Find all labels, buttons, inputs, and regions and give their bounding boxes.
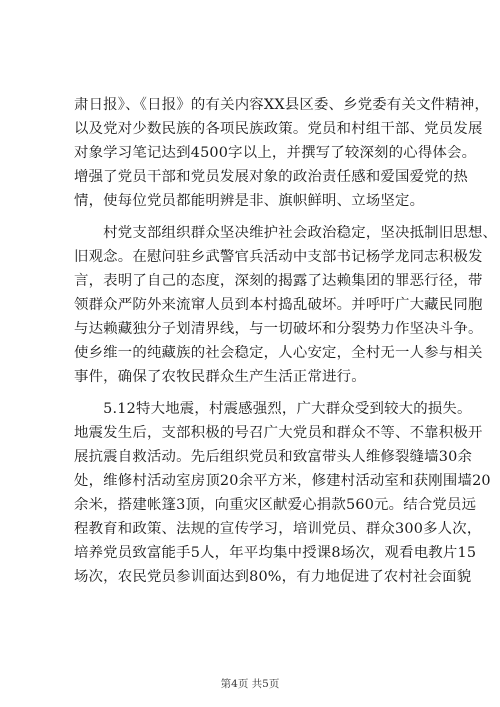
text-line: 余米，搭建帐篷3顶，向重灾区献爱心捐款560元。结合党员远 xyxy=(74,497,477,513)
text-line: 场次，农民党员参训面达到80%，有力地促进了农村社会面貌 xyxy=(74,569,472,585)
text-line: 培养党员致富能手5人，年平均集中授课8场次，观看电教片15 xyxy=(74,545,477,561)
text-line: 情，使每位党员都能明辨是非、旗帜鲜明、立场坚定。 xyxy=(74,193,425,209)
text-line: 领群众严防外来流窜人员到本村捣乱破坏。并呼吁广大藏民同胞 xyxy=(74,297,483,313)
text-line: 增强了党员干部和党员发展对象的政治责任感和爱国爱党的热 xyxy=(74,169,468,185)
text-line: 展抗震自救活动。先后组织党员和致富带头人维修裂缝墙30余 xyxy=(74,449,473,465)
text-line: 处，维修村活动室房顶20余平方米，修建村活动室和获刚围墙20 xyxy=(74,473,491,489)
text-line: 事件，确保了农牧民群众生产生活正常进行。 xyxy=(74,369,366,385)
text-line: 5.12特大地震，村震感强烈，广大群众受到较大的损失。 xyxy=(74,401,472,417)
text-line: 使乡维一的纯藏族的社会稳定，人心安定，全村无一人参与相关 xyxy=(74,345,483,361)
text-line: 言，表明了自己的态度，深刻的揭露了达赖集团的罪恶行径，带 xyxy=(74,273,483,289)
paragraph-1 xyxy=(74,93,490,213)
text-line: 旧观念。在慰问驻乡武警官兵活动中支部书记杨学龙同志积极发 xyxy=(74,249,483,265)
text-line: 对象学习笔记达到4500字以上，并撰写了较深刻的心得体会。 xyxy=(74,145,477,161)
text-line: 肃日报》、《日报》的有关内容XX县区委、乡党委有关文件精神， xyxy=(74,97,490,113)
page-number-footer: 第4页 共5页 xyxy=(220,678,280,690)
paragraph-spacer xyxy=(74,213,454,221)
paragraph-2 xyxy=(74,221,498,389)
text-line: 地震发生后，支部积极的号召广大党员和群众不等、不靠积极开 xyxy=(74,425,483,441)
paragraph-spacer xyxy=(74,389,454,397)
text-line: 以及党对少数民族的各项民族政策。党员和村组干部、党员发展 xyxy=(74,121,483,137)
document-body xyxy=(74,93,498,589)
text-line: 程教育和政策、法规的宣传学习，培训党员、群众300多人次， xyxy=(74,521,482,537)
paragraph-3 xyxy=(74,397,491,589)
text-line: 村党支部组织群众坚决维护社会政治稳定，坚决抵制旧思想、 xyxy=(74,225,498,241)
text-line: 与达赖藏独分子划清界线，与一切破坏和分裂势力作坚决斗争。 xyxy=(74,321,483,337)
